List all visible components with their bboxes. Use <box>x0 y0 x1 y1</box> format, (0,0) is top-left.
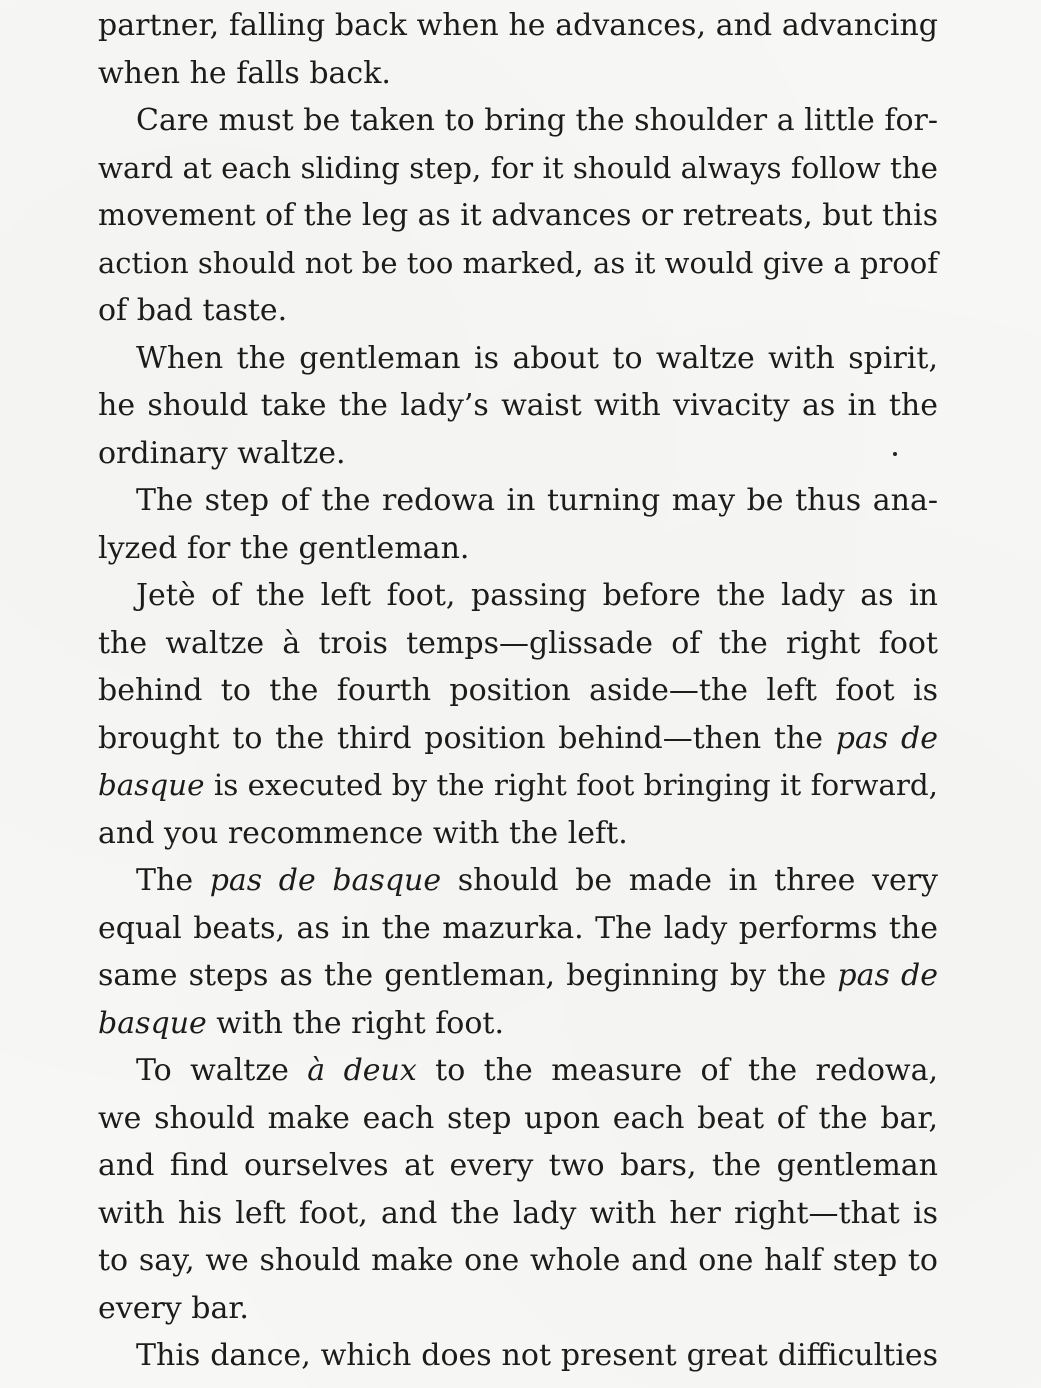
paragraph <box>98 1047 938 1332</box>
paragraph <box>98 477 938 572</box>
text-line <box>98 620 938 668</box>
paragraph <box>98 1332 938 1380</box>
text-line <box>98 382 938 430</box>
text-run: same steps as the gentleman, beginning by the <box>98 958 838 993</box>
text-run: Jetè of the left foot, passing before the lady as in <box>136 578 938 613</box>
text-line <box>98 287 938 335</box>
text-line <box>98 762 938 810</box>
italic-run: pas de basque <box>209 863 442 898</box>
text-run: the waltze à trois temps—glissade of the right foot <box>98 625 938 661</box>
text-run: with the right foot. <box>206 1005 505 1041</box>
text-run: ward at each sliding step, for it should always follow the <box>98 150 938 185</box>
text-line <box>98 952 938 1000</box>
text-run: When the gentleman is about to waltze with spirit, <box>136 340 938 376</box>
text-run: partner, falling back when he advances, and advancing <box>98 8 938 43</box>
text-line <box>98 1285 938 1333</box>
italic-run: pas de <box>837 958 938 993</box>
text-line <box>98 1000 938 1048</box>
text-run: he should take the lady’s waist with vivacity as in the <box>98 388 938 423</box>
page-text <box>98 2 938 1380</box>
paragraph <box>98 335 938 478</box>
text-run: Care must be taken to bring the shoulder a little for- <box>136 103 938 138</box>
text-line <box>98 715 938 763</box>
text-line <box>98 430 938 478</box>
text-line <box>98 572 938 620</box>
text-line <box>98 1095 938 1143</box>
italic-run: pas de <box>835 720 938 756</box>
text-line <box>98 50 938 98</box>
text-run: should be made in three very <box>441 863 939 898</box>
italic-run: à deux <box>307 1053 417 1088</box>
text-line <box>98 240 938 288</box>
text-run: To waltze <box>136 1053 308 1088</box>
text-run: to say, we should make one whole and one half step to <box>98 1243 938 1278</box>
text-line <box>98 1332 938 1380</box>
text-run: behind to the fourth position aside—the left foot is <box>98 673 938 708</box>
text-line <box>98 1237 938 1285</box>
text-run: lyzed for the gentleman. <box>98 530 470 566</box>
text-run: action should not be too marked, as it would give a proof <box>98 245 938 280</box>
text-run: of bad taste. <box>98 293 288 328</box>
text-run: every bar. <box>98 1290 249 1326</box>
text-line <box>98 525 938 573</box>
text-line <box>98 145 938 193</box>
text-line <box>98 1142 938 1190</box>
paragraph <box>98 857 938 1047</box>
paragraph <box>98 572 938 857</box>
text-line <box>98 97 938 145</box>
paragraph <box>98 97 938 335</box>
text-run: movement of the leg as it advances or retreats, but this <box>98 198 938 233</box>
text-run: equal beats, as in the mazurka. The lady performs the <box>98 910 938 946</box>
text-line <box>98 1047 938 1095</box>
text-line <box>98 477 938 525</box>
paragraph <box>98 2 938 97</box>
text-run: and you recommence with the left. <box>98 815 628 851</box>
text-line <box>98 667 938 715</box>
text-run: and find ourselves at every two bars, the gentleman <box>98 1148 938 1183</box>
text-line <box>98 810 938 858</box>
text-run: with his left foot, and the lady with her right—that is <box>98 1195 938 1231</box>
text-run: The <box>136 863 210 898</box>
text-run: is executed by the right foot bringing it forward, <box>204 768 938 802</box>
text-run: to the measure of the redowa, <box>416 1053 939 1088</box>
text-run: This dance, which does not present great difficulties <box>136 1338 938 1373</box>
text-line <box>98 2 938 50</box>
text-run: when he falls back. <box>98 55 391 91</box>
text-line <box>98 192 938 240</box>
text-line <box>98 1190 938 1238</box>
text-line <box>98 905 938 953</box>
text-line <box>98 335 938 383</box>
text-run: The step of the redowa in turning may be thus ana- <box>136 483 938 518</box>
italic-run: basque <box>98 1005 207 1041</box>
text-run: we should make each step upon each beat of the bar, <box>98 1100 938 1136</box>
print-speck <box>893 452 897 456</box>
italic-run: basque <box>98 768 205 802</box>
text-run: brought to the third position behind—then the <box>98 720 836 756</box>
text-run: ordinary waltze. <box>98 435 346 471</box>
text-line <box>98 857 938 905</box>
